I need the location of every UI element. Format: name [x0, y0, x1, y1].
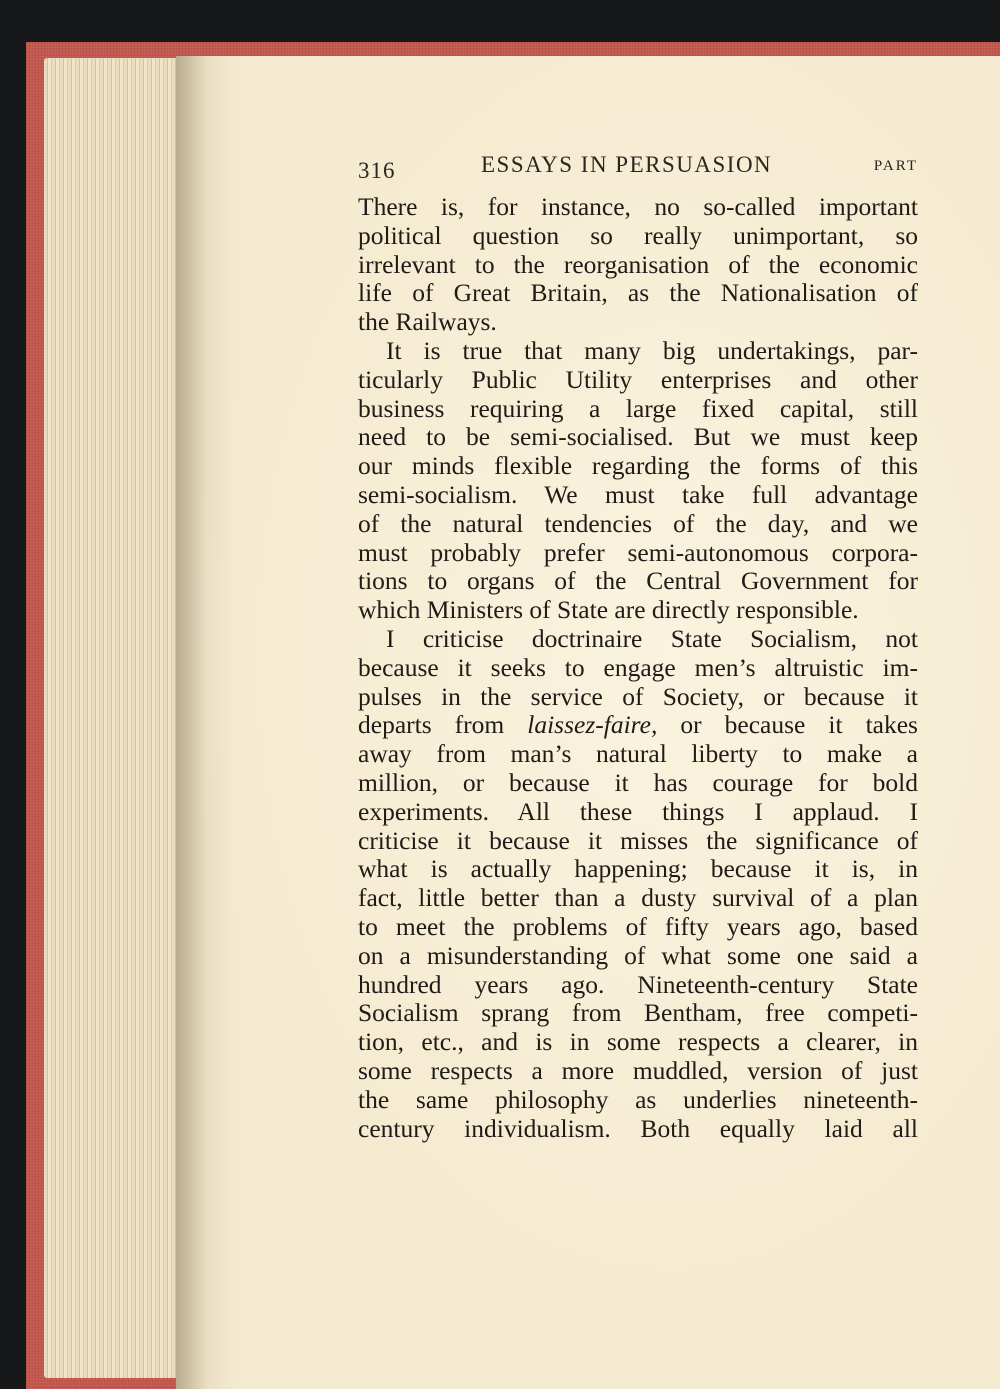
part-label: PART	[873, 158, 918, 174]
italic-term: laissez-faire,	[527, 710, 658, 740]
text-line: ticularly Public Utility enterprises and other	[358, 364, 918, 394]
text-line: fact, little better than a dusty survival of a plan	[358, 883, 918, 913]
text-line: on a misunderstanding of what some one said a	[358, 940, 918, 970]
page-edges	[44, 58, 184, 1378]
text-line: to meet the problems of fifty years ago, based	[358, 911, 918, 941]
text-line: need to be semi-socialised. But we must keep	[358, 422, 918, 452]
text-line: criticise it because it misses the significance of	[358, 825, 918, 855]
text-segment: departs from	[358, 710, 528, 740]
text-line: business requiring a large fixed capital, still	[358, 393, 918, 423]
text-line: the same philosophy as underlies nineteenth-	[358, 1084, 918, 1114]
body-text	[358, 193, 918, 1143]
page-number: 316	[358, 158, 396, 183]
text-line: what is actually happening; because it is, in	[358, 854, 918, 884]
text-line: some respects a more muddled, version of just	[358, 1055, 918, 1085]
text-line: There is, for instance, no so-called important	[358, 192, 918, 221]
text-line: I criticise doctrinaire State Socialism, not	[386, 623, 918, 653]
text-line: pulses in the service of Society, or because it	[358, 681, 918, 711]
text-line: It is true that many big undertakings, par-	[386, 335, 918, 365]
running-title: ESSAYS IN PERSUASION	[481, 152, 773, 177]
text-line: Socialism sprang from Bentham, free competi-	[358, 998, 918, 1028]
gutter-shadow	[176, 56, 206, 1389]
text-line: experiments. All these things I applaud. I	[358, 796, 918, 826]
text-line: tion, etc., and is in some respects a clearer, in	[358, 1027, 918, 1057]
text-line: tions to organs of the Central Government for	[358, 566, 918, 596]
text-line: hundred years ago. Nineteenth-century State	[358, 969, 918, 999]
text-line: the Railways.	[358, 307, 497, 337]
text-line: century individualism. Both equally laid all	[358, 1113, 918, 1143]
text-line: away from man’s natural liberty to make a	[358, 739, 918, 769]
text-segment: or because it takes	[657, 710, 918, 740]
text-line: which Ministers of State are directly responsible.	[358, 595, 859, 625]
running-head	[358, 150, 918, 190]
text-line: political question so really unimportant, so	[358, 220, 918, 250]
text-line: life of Great Britain, as the Nationalisation of	[358, 278, 918, 308]
text-line: million, or because it has courage for bold	[358, 767, 918, 797]
text-line: semi-socialism. We must take full advantage	[358, 479, 918, 509]
text-line-mixed	[358, 711, 918, 740]
text-line: irrelevant to the reorganisation of the economic	[358, 249, 918, 279]
text-line: of the natural tendencies of the day, and we	[358, 508, 918, 538]
text-line: our minds flexible regarding the forms of this	[358, 451, 918, 481]
text-line: because it seeks to engage men’s altruistic im-	[358, 652, 918, 682]
text-line: must probably prefer semi-autonomous corpora-	[358, 537, 918, 567]
